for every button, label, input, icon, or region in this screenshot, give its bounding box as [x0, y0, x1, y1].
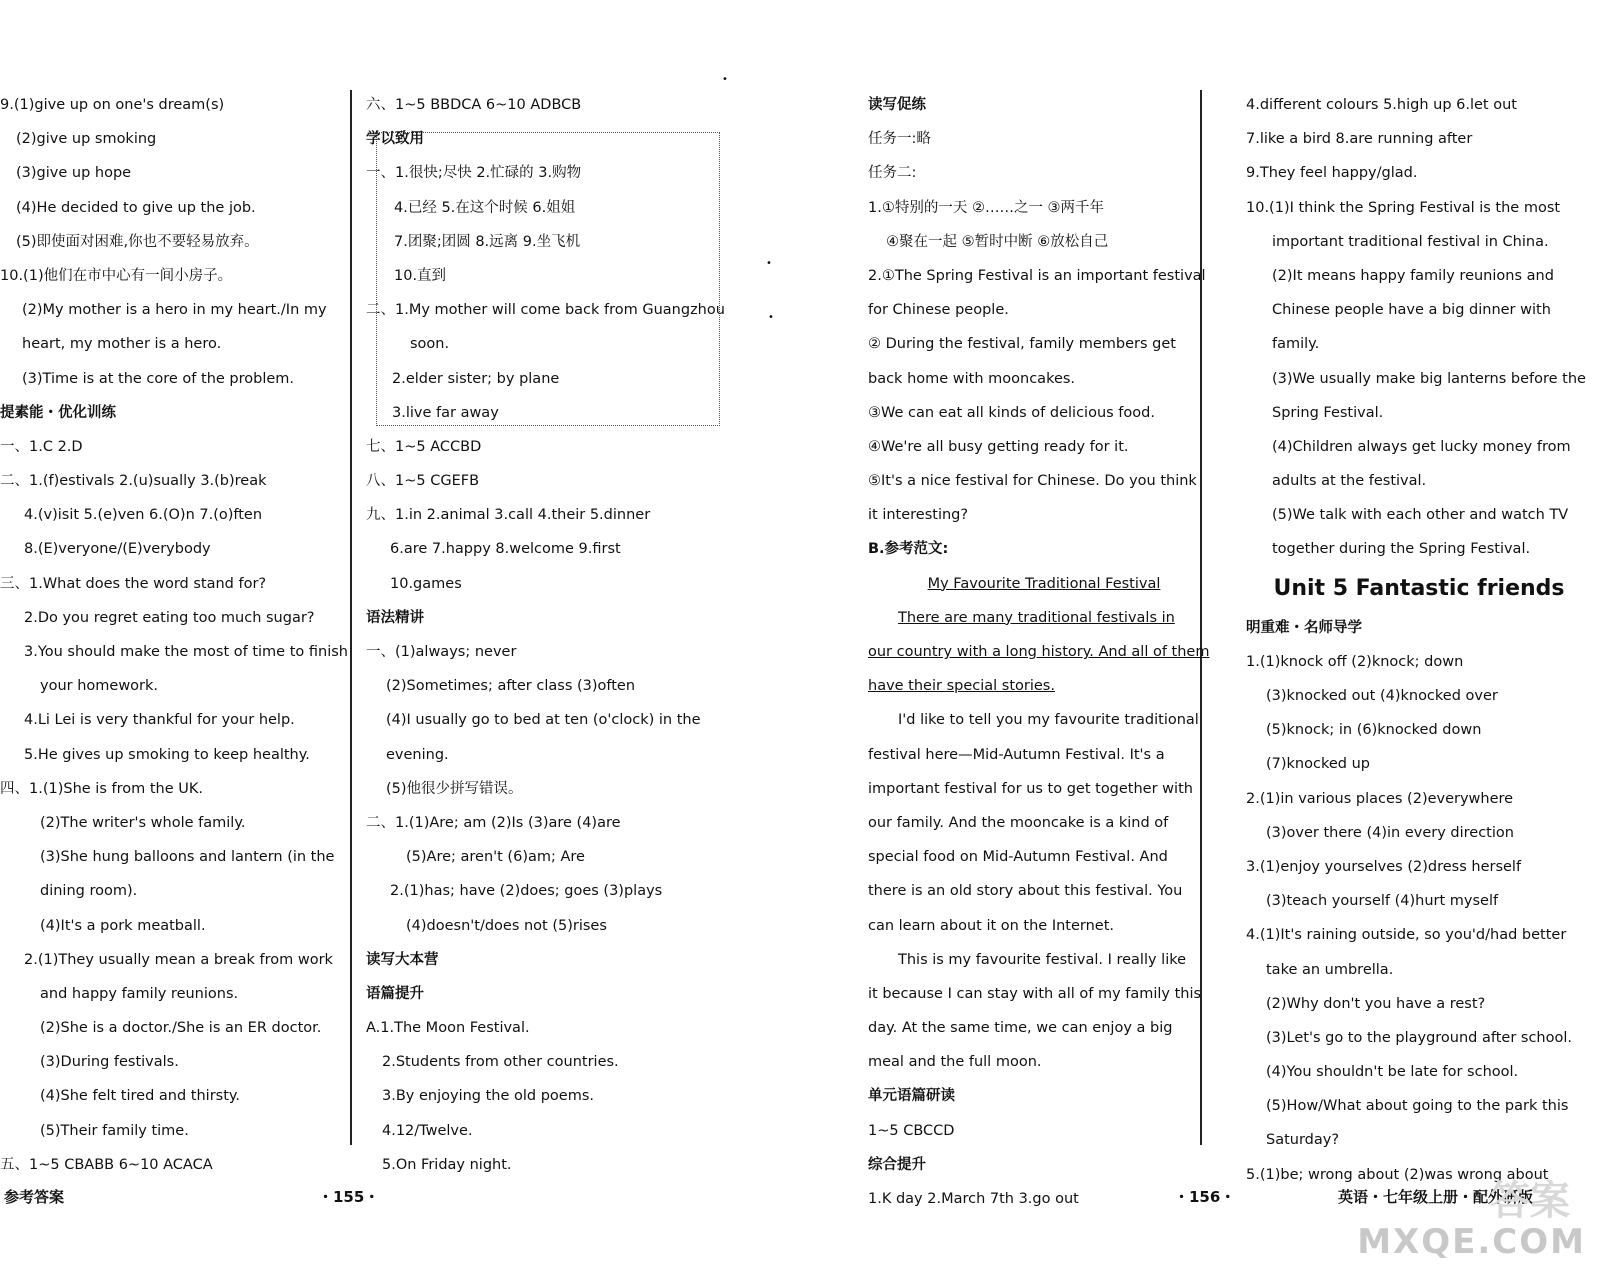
col4-line: 5.(1)be; wrong about (2)was wrong about	[1246, 1166, 1549, 1183]
col1-line: (3)She hung balloons and lantern (in the	[40, 849, 335, 866]
col1-line: (4)She felt tired and thirsty.	[40, 1088, 241, 1105]
col2-line: A.1.The Moon Festival.	[366, 1020, 530, 1037]
col3-line: 读写促练	[868, 97, 926, 113]
page-number-right: ・156・	[1174, 1188, 1236, 1206]
col2-line: 7.团聚;团圆 8.远离 9.坐飞机	[394, 233, 581, 250]
col2-line: 3.By enjoying the old poems.	[382, 1088, 594, 1105]
column-3	[868, 88, 1220, 1216]
col1-line: 四、1.(1)She is from the UK.	[0, 780, 203, 797]
col2-line: 二、1.My mother will come back from Guangzhou	[366, 302, 725, 319]
scan-dot: •	[722, 74, 728, 85]
col2-line: 六、1~5 BBDCA 6~10 ADBCB	[366, 97, 582, 113]
col3-line: our family. And the mooncake is a kind of	[868, 814, 1169, 831]
col2-line: (5)Are; aren't (6)am; Are	[406, 849, 585, 866]
col3-line: it interesting?	[868, 507, 969, 524]
col2-line: 4.12/Twelve.	[382, 1122, 473, 1139]
column-1	[0, 88, 348, 1182]
col4-line: (3)over there (4)in every direction	[1266, 824, 1514, 841]
col4-line: 4.(1)It's raining outside, so you'd/had better	[1246, 927, 1567, 944]
col2-line: 4.已经 5.在这个时候 6.姐姐	[394, 199, 576, 216]
col2-line: 二、1.(1)Are; am (2)Is (3)are (4)are	[366, 814, 621, 831]
col3-line: ③We can eat all kinds of delicious food.	[868, 404, 1155, 421]
col3-line: can learn about it on the Internet.	[868, 917, 1115, 934]
col4-line: (4)Children always get lucky money from	[1272, 438, 1571, 455]
col1-line: 提素能・优化训练	[0, 404, 116, 421]
col4-line: Chinese people have a big dinner with	[1272, 302, 1551, 319]
col2-line: (5)他很少拼写错误。	[386, 780, 523, 797]
col1-line: (3)give up hope	[16, 165, 132, 182]
col4-line: 9.They feel happy/glad.	[1246, 165, 1418, 182]
col3-line: there is an old story about this festival. You	[868, 883, 1183, 900]
col4-line: important traditional festival in China.	[1272, 233, 1549, 250]
col1-line: (2)give up smoking	[16, 131, 157, 148]
col2-line: 语篇提升	[366, 985, 424, 1002]
col1-line: 4.Li Lei is very thankful for your help.	[24, 712, 295, 729]
col1-line: (5)即使面对困难,你也不要轻易放弃。	[16, 233, 259, 250]
col1-line: (5)Their family time.	[40, 1122, 189, 1139]
col3-line: important festival for us to get together with	[868, 780, 1193, 797]
col3-line: back home with mooncakes.	[868, 370, 1076, 387]
col2-line: 八、1~5 CGEFB	[366, 473, 480, 490]
col4-line: together during the Spring Festival.	[1272, 541, 1531, 558]
col4-line: (3)Let's go to the playground after school.	[1266, 1029, 1572, 1046]
col1-line: 2.(1)They usually mean a break from work	[24, 951, 333, 968]
col3-line: 2.①The Spring Festival is an important festival	[868, 267, 1206, 284]
col1-line: (3)During festivals.	[40, 1054, 179, 1071]
col1-line: dining room).	[40, 883, 138, 900]
col2-line: 语法精讲	[366, 609, 424, 626]
col3-line: 任务二:	[868, 165, 917, 182]
footer-left-label: 参考答案	[4, 1188, 65, 1206]
column-4	[1246, 88, 1592, 1192]
col1-line: (2)My mother is a hero in my heart./In my	[22, 302, 327, 319]
col4-line: (4)You shouldn't be late for school.	[1266, 1064, 1519, 1081]
col4-line: (2)It means happy family reunions and	[1272, 267, 1554, 284]
col4-line: (5)We talk with each other and watch TV	[1272, 507, 1569, 524]
col2-line: 一、1.很快;尽快 2.忙碌的 3.购物	[366, 165, 582, 182]
col2-line: (2)Sometimes; after class (3)often	[386, 678, 636, 695]
col3-line: ④聚在一起 ⑤暂时中断 ⑥放松自己	[886, 233, 1109, 250]
col2-line: 10.games	[390, 575, 462, 592]
col4-line: take an umbrella.	[1266, 961, 1394, 978]
col3-line: This is my favourite festival. I really like	[898, 951, 1187, 968]
col4-line: family.	[1272, 336, 1320, 353]
divider-left	[350, 90, 352, 1145]
col2-line: 3.live far away	[392, 404, 499, 421]
col3-line: festival here—Mid-Autumn Festival. It's a	[868, 746, 1165, 763]
col2-line: (4)I usually go to bed at ten (o'clock) in the	[386, 712, 701, 729]
col2-line: soon.	[410, 336, 450, 353]
col4-line: Saturday?	[1266, 1132, 1340, 1149]
col3-line: special food on Mid-Autumn Festival. And	[868, 849, 1168, 866]
col2-line: 2.Students from other countries.	[382, 1054, 619, 1071]
col3-line: 1~5 CBCCD	[868, 1122, 955, 1139]
col1-line: 五、1~5 CBABB 6~10 ACACA	[0, 1156, 213, 1173]
col2-line: 10.直到	[394, 267, 447, 284]
col3-line: ⑤It's a nice festival for Chinese. Do you think	[868, 473, 1197, 490]
col1-line: 10.(1)他们在市中心有一间小房子。	[0, 267, 233, 284]
col1-line: and happy family reunions.	[40, 985, 239, 1002]
col4-line: adults at the festival.	[1272, 473, 1427, 490]
col4-line: (7)knocked up	[1266, 756, 1370, 773]
col3-line: day. At the same time, we can enjoy a big	[868, 1020, 1173, 1037]
col1-line: 一、1.C 2.D	[0, 438, 83, 455]
col1-line: heart, my mother is a hero.	[22, 336, 222, 353]
col2-line: 2.(1)has; have (2)does; goes (3)plays	[390, 883, 663, 900]
col4-line: 明重难・名师导学	[1246, 619, 1362, 636]
scan-dot: •	[768, 312, 774, 323]
col3-line: I'd like to tell you my favourite traditional	[898, 712, 1199, 729]
col4-line: (5)knock; in (6)knocked down	[1266, 722, 1482, 739]
footer-right-label: 英语・七年级上册・配外研版	[1338, 1188, 1534, 1206]
col3-line: 综合提升	[868, 1156, 926, 1173]
col1-line: (2)She is a doctor./She is an ER doctor.	[40, 1020, 322, 1037]
col2-line: (4)doesn't/does not (5)rises	[406, 917, 607, 934]
col4-line: Spring Festival.	[1272, 404, 1384, 421]
col4-line: 10.(1)I think the Spring Festival is the most	[1246, 199, 1561, 216]
col3-line: 任务一:略	[868, 131, 931, 148]
col4-line: 1.(1)knock off (2)knock; down	[1246, 653, 1464, 670]
col1-line: 2.Do you regret eating too much sugar?	[24, 609, 315, 626]
col1-line: 9.(1)give up on one's dream(s)	[0, 97, 225, 113]
col1-line: (2)The writer's whole family.	[40, 814, 246, 831]
col4-line: (2)Why don't you have a rest?	[1266, 995, 1486, 1012]
col2-line: 九、1.in 2.animal 3.call 4.their 5.dinner	[366, 507, 651, 524]
col4-line: (5)How/What about going to the park this	[1266, 1098, 1569, 1115]
col2-line: 5.On Friday night.	[382, 1156, 512, 1173]
col2-line: 读写大本营	[366, 951, 439, 968]
col2-line: 2.elder sister; by plane	[392, 370, 560, 387]
col2-line: 6.are 7.happy 8.welcome 9.first	[390, 541, 621, 558]
col1-line: 3.You should make the most of time to finish	[24, 644, 348, 660]
page-number-left: ・155・	[318, 1188, 380, 1206]
unit-title: Unit 5 Fantastic friends	[1273, 575, 1565, 601]
col1-line: 5.He gives up smoking to keep healthy.	[24, 746, 310, 763]
col4-line: (3)teach yourself (4)hurt myself	[1266, 893, 1499, 910]
col3-line: 1.①特别的一天 ②……之一 ③两千年	[868, 199, 1105, 216]
col1-line: your homework.	[40, 678, 159, 695]
watermark-url: MXQE.COM	[1357, 1222, 1586, 1262]
col3-line: it because I can stay with all of my family this	[868, 985, 1202, 1002]
col3-line: ② During the festival, family members get	[868, 336, 1176, 353]
col1-line: (4)It's a pork meatball.	[40, 917, 206, 934]
watermark-logo: 答案	[1490, 1178, 1570, 1224]
col4-line: 3.(1)enjoy yourselves (2)dress herself	[1246, 858, 1522, 875]
col2-line: 七、1~5 ACCBD	[366, 438, 482, 455]
col2-line: 一、(1)always; never	[366, 644, 517, 660]
scan-dot: •	[766, 258, 772, 269]
col3-line: My Favourite Traditional Festival	[927, 575, 1161, 592]
col3-line: ④We're all busy getting ready for it.	[868, 438, 1129, 455]
col3-line: B.参考范文:	[868, 541, 949, 558]
col1-line: 二、1.(f)estivals 2.(u)sually 3.(b)reak	[0, 473, 267, 490]
col3-line: 1.K day 2.March 7th 3.go out	[868, 1191, 1079, 1207]
column-2	[366, 88, 725, 1182]
col2-line: evening.	[386, 746, 449, 763]
col1-line: (4)He decided to give up the job.	[16, 199, 256, 216]
col2-line: 学以致用	[366, 131, 424, 148]
col1-line: 4.(v)isit 5.(e)ven 6.(O)n 7.(o)ften	[24, 507, 263, 524]
col3-line: There are many traditional festivals in	[898, 609, 1175, 626]
col4-line: (3)We usually make big lanterns before the	[1272, 370, 1586, 387]
col4-line: 2.(1)in various places (2)everywhere	[1246, 790, 1514, 807]
col4-line: 4.different colours 5.high up 6.let out	[1246, 97, 1517, 113]
col3-line: our country with a long history. And all of them	[868, 644, 1210, 660]
col1-line: 三、1.What does the word stand for?	[0, 575, 267, 592]
col4-line: 7.like a bird 8.are running after	[1246, 131, 1473, 148]
col4-line: (3)knocked out (4)knocked over	[1266, 688, 1498, 704]
col3-line: 单元语篇研读	[868, 1088, 955, 1105]
col3-line: have their special stories.	[868, 678, 1055, 695]
col3-line: meal and the full moon.	[868, 1054, 1042, 1071]
col3-line: for Chinese people.	[868, 302, 1009, 319]
col1-line: (3)Time is at the core of the problem.	[22, 370, 295, 387]
col1-line: 8.(E)veryone/(E)verybody	[24, 541, 211, 558]
